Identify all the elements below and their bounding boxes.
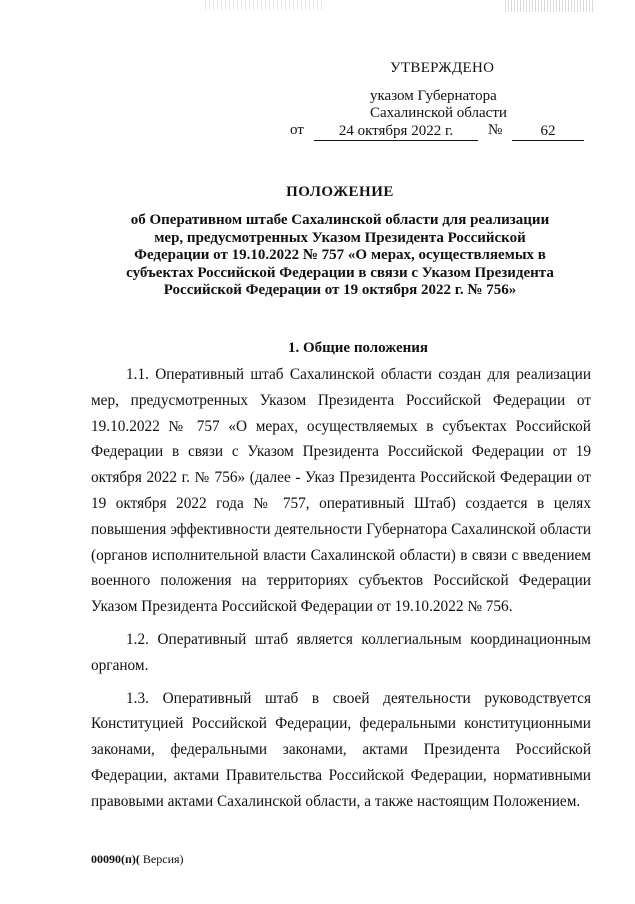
- date-prefix-label: от: [290, 122, 304, 138]
- document-title: ПОЛОЖЕНИЕ: [286, 184, 394, 200]
- number-label: №: [488, 122, 503, 138]
- paragraph: 1.1. Оперативный штаб Сахалинской области создан для реализации мер, предусмотренных Указом Президента Российской Федерации от 19.10.2022 № 757 «О мерах, осуществляемых в субъектах Российской Федерации в связи с Указом Президента Российской Федерации от 19 октября 2022 г. № 756» (далее - Указ Президента Российской Федерации от 19 октября 2022 года № 757, оперативный Штаб) создается в целях повышения эффективности деятельности Губернатора Сахалинской области (органов исполнительной власти Сахалинской области) в связи с введением военного положения на территориях субъектов Российской Федерации Указом Президента Российской Федерации от 19.10.2022 № 756.: [91, 366, 591, 616]
- subtitle-line: Российской Федерации от 19 октября 2022 г. № 756»: [163, 282, 517, 298]
- subtitle-line: мер, предусмотренных Указом Президента Российской: [154, 229, 526, 246]
- subtitle-line: об Оперативном штабе Сахалинской области для реализации: [130, 212, 550, 228]
- paragraph: 1.2. Оперативный штаб является коллегиальным координационным органом.: [91, 630, 591, 674]
- approved-stamp: УТВЕРЖДЕНО: [390, 60, 495, 76]
- paragraph: 1.3. Оперативный штаб в своей деятельности руководствуется Конституцией Российской Федерации, федеральными конституционными законами, федеральными законами, актами Президента Российской Федерации, актами Правительства Российской Федерации, нормативными правовыми актами Сахалинской области, а также настоящим Положением.: [91, 689, 591, 810]
- subtitle-line: субъектах Российской Федерации в связи с Указом Президента: [126, 264, 554, 281]
- document-subtitle: [60, 212, 620, 300]
- section-heading: 1. Общие положения: [287, 340, 429, 356]
- document-code: 00090(п)(: [91, 852, 140, 866]
- decree-date: 24 октября 2022 г.: [314, 122, 478, 141]
- decree-date-row: [290, 122, 590, 144]
- scan-artifact-left: [205, 0, 325, 10]
- region-line: Сахалинской области: [370, 105, 507, 121]
- footer-document-code: [91, 852, 184, 867]
- decree-number: 62: [512, 122, 584, 141]
- scan-artifact-right: [505, 0, 595, 12]
- subtitle-line: Федерации от 19.10.2022 № 757 «О мерах, осуществляемых в: [134, 247, 546, 263]
- document-version: Версия): [139, 852, 184, 866]
- decree-line: указом Губернатора: [370, 88, 497, 104]
- section-body: [91, 362, 591, 822]
